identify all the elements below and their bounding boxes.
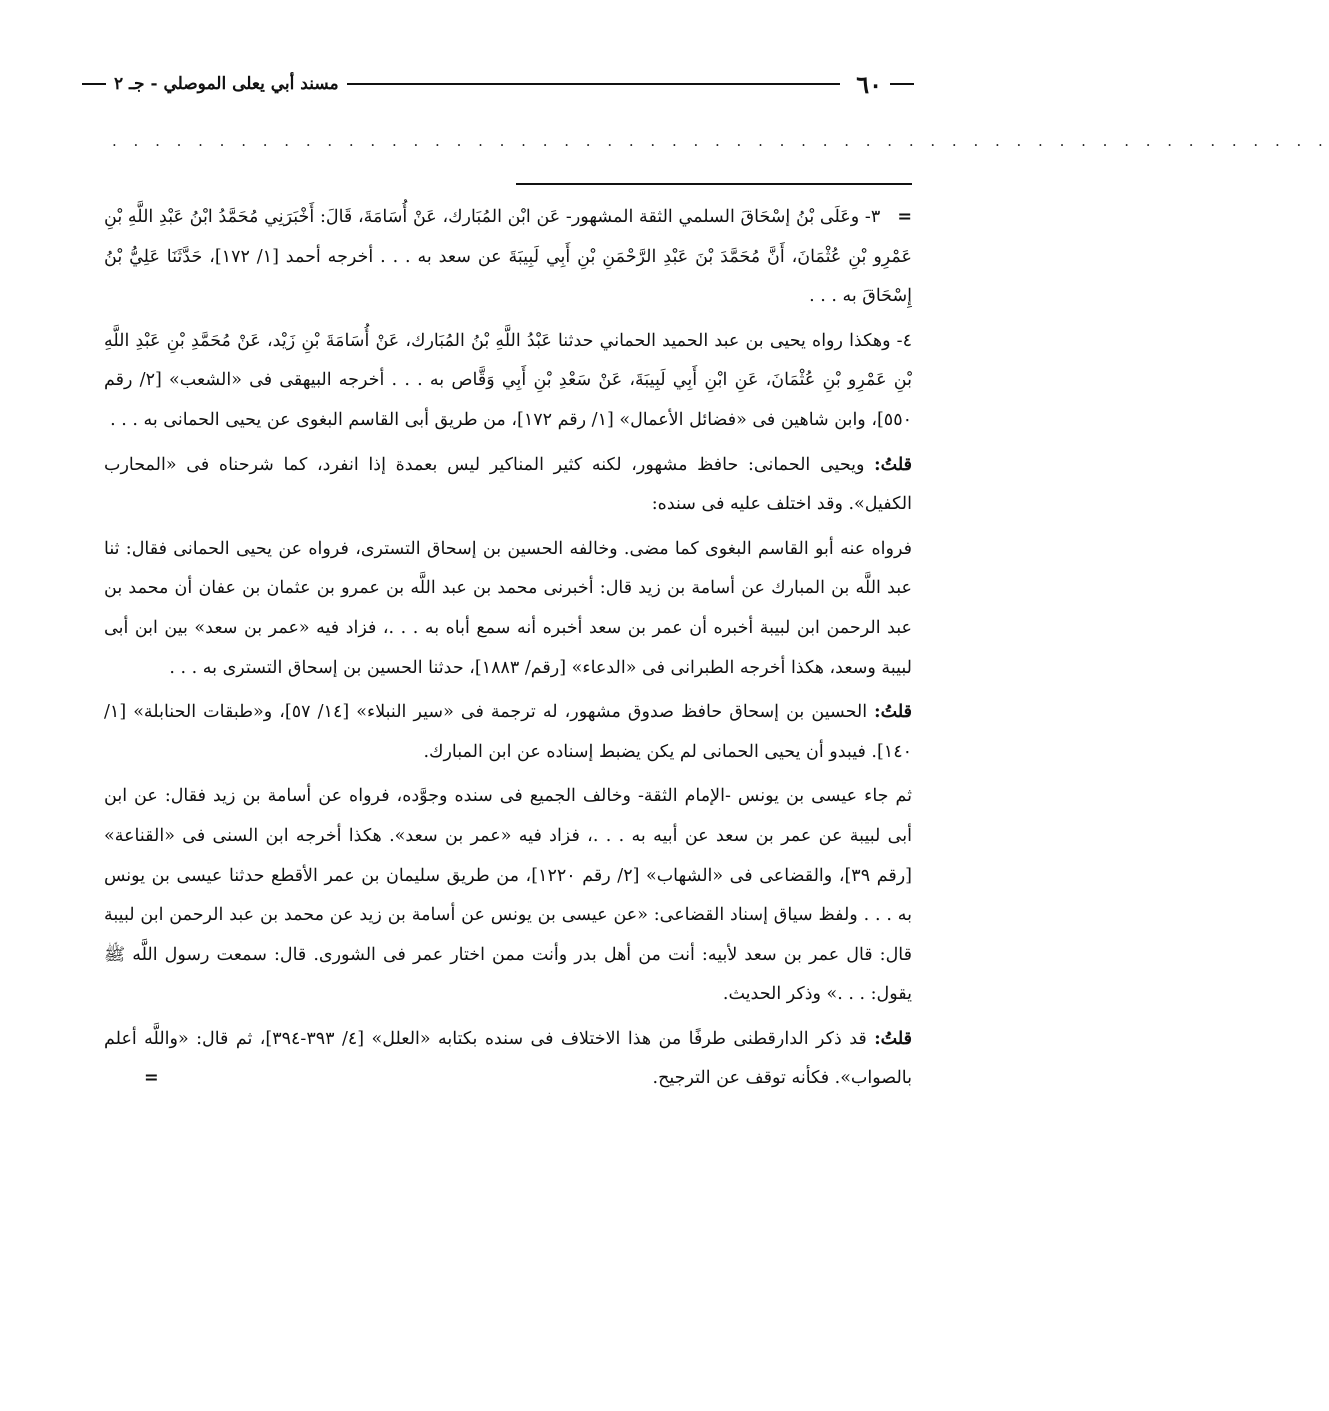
comment-2 bbox=[104, 693, 912, 772]
header-dash bbox=[890, 83, 914, 85]
paragraph-tustari: فرواه عنه أبو القاسم البغوى كما مضى. وخالفه الحسين بن إسحاق التسترى، فرواه عن يحيى الحمانى فقال: ثنا عبد اللَّه بن المبارك عن أسامة بن زيد قال: أخبرنى محمد بن عبد اللَّه بن عمرو بن عثمان بن عفان أن محمد بن عبد الرحمن ابن لبيبة أخبره أن عمر بن سعد أخبره أنه سمع أباه به . . .، فزاد فيه «عمر بن سعد» بين ابن أبى لبيبة وسعد، هكذا أخرجه الطبرانى فى «الدعاء» [رقم/ ١٨٨٣]، حدثنا الحسين بن إسحاق التسترى به . . . bbox=[104, 538, 912, 678]
comment-3 bbox=[104, 1020, 912, 1099]
qult-label: قلتُ: bbox=[874, 1028, 912, 1049]
comment-1-text: ويحيى الحمانى: حافظ مشهور، لكنه كثير المناكير ليس بعمدة إذا انفرد، كما شرحناه فى «المحارب الكفيل». وقد اختلف عليه فى سنده: bbox=[104, 454, 912, 515]
book-title: مسند أبي يعلى الموصلي - جـ ٢ bbox=[114, 74, 339, 94]
note-3-text: ٣- وعَلَى بْنُ إسْحَاقَ السلمي الثقة المشهور- عَن ابْن المُبَارك، عَنْ أُسَامَةَ، قَالَ: أَخْبَرَنِي مُحَمَّدُ ابْنُ عَبْدِ اللَّهِ بْنِ عَمْرِو بْنِ عُثْمَانَ، أَنَّ مُحَمَّدَ بْنَ عَبْدِ الرَّحْمَنِ بْنِ أَبِي لَبِيبَةَ عن سعد به . . . أخرجه أحمد [١/ ١٧٢]، حَدَّثَنَا عَلِيُّ بْنُ إِسْحَاقَ به . . . bbox=[104, 207, 912, 307]
header-rule bbox=[347, 83, 841, 85]
continuation-mark: = bbox=[897, 207, 912, 227]
footnote-rule bbox=[516, 183, 912, 185]
qult-label: قلتُ: bbox=[874, 702, 912, 723]
separator-dots: . . . . . . . . . . . . . . . . . . . . . . . . . . . . . . . . . . . . . . . . . . . . . . . . . . . . . . . . . bbox=[112, 132, 1329, 150]
page-number: ٦٠ bbox=[856, 69, 882, 99]
header-dash-end bbox=[82, 83, 106, 85]
note-4: ٤- وهكذا رواه يحيى بن عبد الحميد الحماني حدثنا عَبْدُ اللَّهِ بْنُ المُبَارك، عَنْ أُسَامَةَ بْنِ زَيْد، عَنْ مُحَمَّدِ بْنِ عَبْدِ اللَّهِ بْنِ عَمْرِو بْنِ عُثْمَانَ، عَنِ ابْنِ أَبِي لَبِيبَةَ، عَنْ سَعْدِ بْنِ أَبِي وَقَّاص به . . . أخرجه البيهقى فى «الشعب» [٢/ رقم ٥٥٠]، وابن شاهين فى «فضائل الأعمال» [١/ رقم ١٧٢]، من طريق أبى القاسم البغوى عن يحيى الحمانى به . . . bbox=[104, 330, 912, 430]
comment-2-text: الحسين بن إسحاق حافظ صدوق مشهور، له ترجمة فى «سير النبلاء» [١٤/ ٥٧]، و«طبقات الحنابلة» [١/ ١٤٠]. فيبدو أن يحيى الحمانى لم يكن يضبط إسناده عن ابن المبارك. bbox=[104, 702, 912, 762]
footnotes-body bbox=[104, 198, 912, 1104]
comment-3-text: قد ذكر الدارقطنى طرفًا من هذا الاختلاف فى سنده بكتابه «العلل» [٤/ ٣٩٣-٣٩٤]، ثم قال: «واللَّه أعلم بالصواب». فكأنه توقف عن الترجيح. bbox=[104, 1028, 912, 1089]
qult-label: قلتُ: bbox=[874, 454, 912, 475]
note-3 bbox=[104, 198, 912, 317]
running-header bbox=[82, 66, 914, 102]
comment-1 bbox=[104, 446, 912, 525]
continuation-mark-end: = bbox=[144, 1068, 159, 1089]
paragraph-isa: ثم جاء عيسى بن يونس -الإمام الثقة- وخالف الجميع فى سنده وجوَّده، فرواه عن أسامة بن زيد فقال: عن ابن أبى لبيبة عن عمر بن سعد عن أبيه به . . .، فزاد فيه «عمر بن سعد». هكذا أخرجه ابن السنى فى «القناعة» [رقم ٣٩]، والقضاعى فى «الشهاب» [٢/ رقم ١٢٢٠]، من طريق سليمان بن عمر الأقطع حدثنا عيسى بن يونس به . . . ولفظ سياق إسناد القضاعى: «عن عيسى بن يونس عن أسامة بن زيد عن محمد بن عبد الرحمن ابن لبيبة قال: قال عمر بن سعد لأبيه: أنت من أهل بدر وأنت ممن اختار عمر فى الشورى. قال: سمعت رسول اللَّه ﷺ يقول: . . .» وذكر الحديث. bbox=[104, 786, 912, 1005]
